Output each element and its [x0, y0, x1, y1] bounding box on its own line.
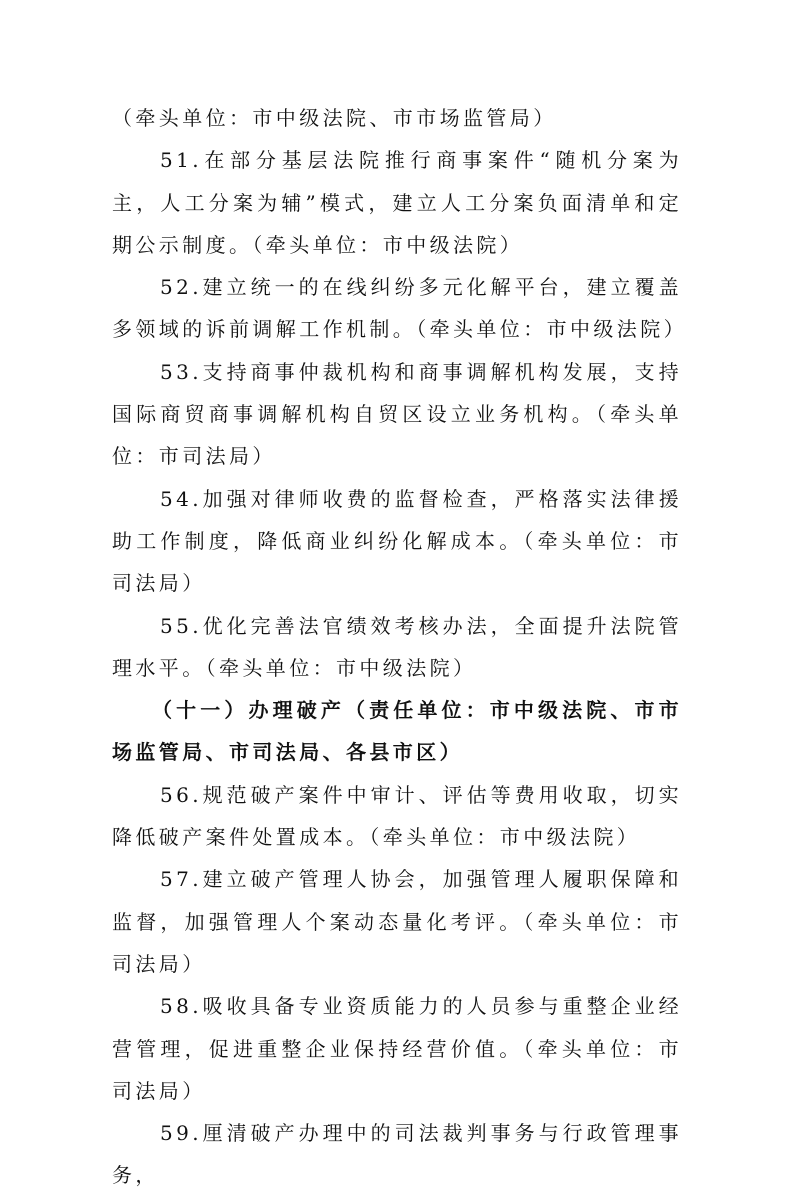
paragraph-item-56: 56.规范破产案件中审计、评估等费用收取，切实降低破产案件处置成本。（牵头单位：市中级法院）: [112, 782, 682, 850]
paragraph-item-51: 51.在部分基层法院推行商事案件“随机分案为主，人工分案为辅”模式，建立人工分案负面清单和定期公示制度。（牵头单位：市中级法院）: [112, 148, 682, 257]
paragraph-item-58: 58.吸收具备专业资质能力的人员参与重整企业经营管理，促进重整企业保持经营价值。（牵头单位：市司法局）: [112, 994, 682, 1103]
paragraph-item-59: 59.厘清破产办理中的司法裁判事务与行政管理事务，: [112, 1121, 682, 1188]
section-heading-11: （十一）办理破产（责任单位：市中级法院、市市场监管局、市司法局、各县市区）: [112, 698, 682, 765]
paragraph-lead-unit: （牵头单位：市中级法院、市市场监管局）: [112, 106, 557, 130]
paragraph-item-54: 54.加强对律师收费的监督检查，严格落实法律援助工作制度，降低商业纠纷化解成本。（牵头单位：市司法局）: [112, 486, 682, 596]
paragraph-item-53: 53.支持商事仲裁机构和商事调解机构发展，支持国际商贸商事调解机构自贸区设立业务机构。（牵头单位：市司法局）: [112, 359, 682, 469]
paragraph-item-55: 55.优化完善法官绩效考核办法，全面提升法院管理水平。（牵头单位：市中级法院）: [112, 613, 682, 680]
paragraph-item-57: 57.建立破产管理人协会，加强管理人履职保障和监督，加强管理人个案动态量化考评。（牵头单位：市司法局）: [112, 867, 682, 976]
document-body: [112, 97, 687, 1197]
paragraph-item-52: 52.建立统一的在线纠纷多元化解平台，建立覆盖多领域的诉前调解工作机制。（牵头单位：市中级法院）: [112, 275, 687, 342]
